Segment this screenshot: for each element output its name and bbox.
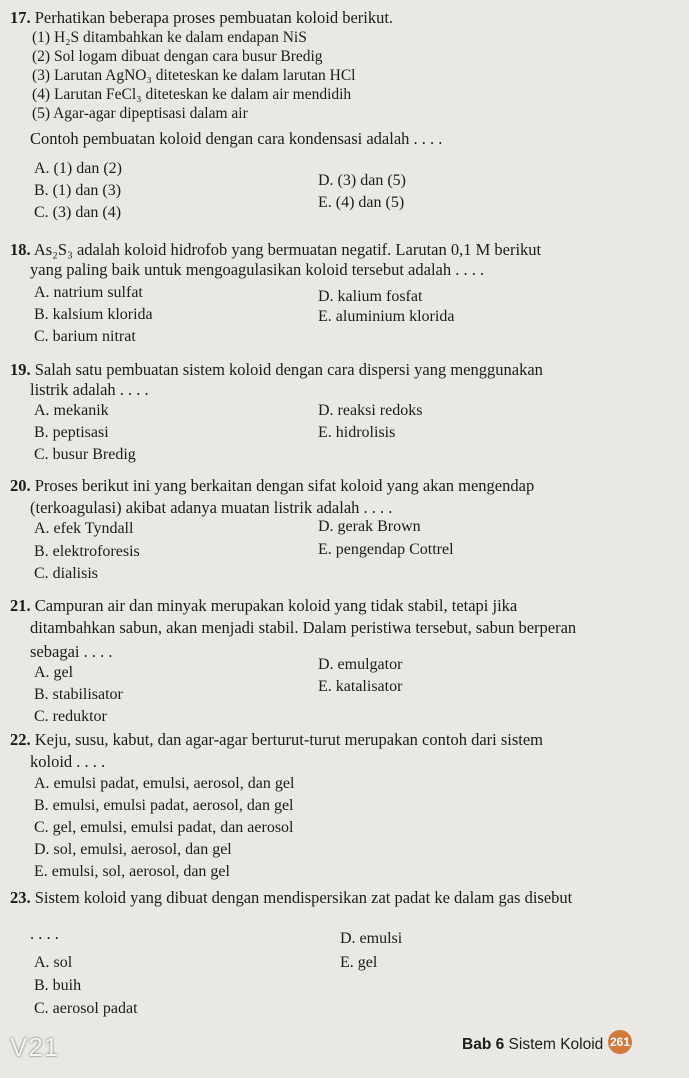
option-d: D. (3) dan (5) <box>318 172 406 189</box>
option-a: A. efek Tyndall <box>34 520 134 537</box>
question-stem-continued: sebagai . . . . <box>30 642 113 661</box>
question-stem: Perhatikan beberapa proses pembuatan koloid berikut. <box>34 8 394 27</box>
list-item: (3) Larutan AgNO₃ diteteskan ke dalam larutan HCl <box>32 67 356 84</box>
question-stem: Keju, susu, kabut, dan agar-agar berturut-turut merupakan contoh dari sistem <box>34 730 544 749</box>
question-number: 22. <box>10 730 31 749</box>
option-e: E. emulsi, sol, aerosol, dan gel <box>34 863 230 880</box>
chapter-title: Sistem Koloid <box>508 1036 604 1053</box>
option-a: A. sol <box>34 954 73 971</box>
question-stem: Proses berikut ini yang berkaitan dengan sifat koloid yang akan mengendap <box>34 476 535 495</box>
option-d: D. emulgator <box>318 656 403 673</box>
option-b: B. (1) dan (3) <box>34 182 122 199</box>
question-number: 23. <box>10 888 31 907</box>
question-number: 21. <box>10 596 31 615</box>
option-b: B. stabilisator <box>34 686 123 703</box>
option-c: C. reduktor <box>34 708 107 725</box>
option-c: C. dialisis <box>34 565 99 582</box>
option-d: D. sol, emulsi, aerosol, dan gel <box>34 841 232 858</box>
question-20 <box>10 476 675 518</box>
page-number-badge: 261 <box>608 1030 632 1054</box>
question-number: 19. <box>10 360 31 379</box>
question-stem: Salah satu pembuatan sistem koloid dengan cara dispersi yang menggunakan <box>34 360 543 379</box>
option-c: C. busur Bredig <box>34 446 136 463</box>
option-b: B. emulsi, emulsi padat, aerosol, dan gel <box>34 797 294 814</box>
option-e: E. pengendap Cottrel <box>318 541 454 558</box>
question-stem-continued: ditambahkan sabun, akan menjadi stabil. Dalam peristiwa tersebut, sabun berperan <box>30 618 577 637</box>
option-a: A. (1) dan (2) <box>34 160 122 177</box>
question-stem-continued: listrik adalah . . . . <box>30 380 149 399</box>
option-a: A. mekanik <box>34 402 109 419</box>
option-a: A. emulsi padat, emulsi, aerosol, dan gel <box>34 775 295 792</box>
question-stem-continued: . . . . <box>30 924 59 943</box>
option-a: A. natrium sulfat <box>34 284 143 301</box>
option-d: D. kalium fosfat <box>318 288 423 305</box>
question-stem-continued: yang paling baik untuk mengoagulasikan koloid tersebut adalah . . . . <box>30 260 485 279</box>
option-e: E. gel <box>340 954 378 971</box>
watermark-logo: V21 <box>10 1032 60 1062</box>
question-stem-continued: (terkoagulasi) akibat adanya muatan listrik adalah . . . . <box>30 498 393 517</box>
question-prompt: Contoh pembuatan koloid dengan cara kondensasi adalah . . . . <box>30 129 443 148</box>
question-number: 18. <box>10 240 31 259</box>
question-stem-continued: koloid . . . . <box>30 752 106 771</box>
question-19 <box>10 360 675 400</box>
question-17 <box>10 8 675 149</box>
option-e: E. hidrolisis <box>318 424 396 441</box>
option-c: C. gel, emulsi, emulsi padat, dan aerosol <box>34 819 294 836</box>
page-footer <box>462 1036 603 1054</box>
option-b: B. buih <box>34 977 82 994</box>
list-item: (4) Larutan FeCl₃ diteteskan ke dalam air mendidih <box>32 86 352 103</box>
question-stem: Sistem koloid yang dibuat dengan mendispersikan zat padat ke dalam gas disebut <box>34 888 573 907</box>
option-c: C. (3) dan (4) <box>34 204 122 221</box>
chapter-label: Bab 6 <box>462 1036 505 1053</box>
question-stem: Campuran air dan minyak merupakan koloid yang tidak stabil, tetapi jika <box>34 596 518 615</box>
list-item: (5) Agar-agar dipeptisasi dalam air <box>32 105 248 122</box>
option-b: B. peptisasi <box>34 424 109 441</box>
question-21 <box>10 596 675 662</box>
option-d: D. emulsi <box>340 930 403 947</box>
option-c: C. aerosol padat <box>34 1000 138 1017</box>
list-item: (1) H₂S ditambahkan ke dalam endapan NiS <box>32 29 307 46</box>
option-e: E. aluminium klorida <box>318 308 455 325</box>
option-b: B. kalsium klorida <box>34 306 153 323</box>
question-number: 17. <box>10 8 31 27</box>
list-item: (2) Sol logam dibuat dengan cara busur Bredig <box>32 48 323 65</box>
option-d: D. gerak Brown <box>318 518 421 535</box>
option-a: A. gel <box>34 664 74 681</box>
option-c: C. barium nitrat <box>34 328 136 345</box>
question-22 <box>10 730 675 772</box>
question-number: 20. <box>10 476 31 495</box>
option-e: E. katalisator <box>318 678 403 695</box>
question-stem: As₂S₃ adalah koloid hidrofob yang bermuatan negatif. Larutan 0,1 M berikut <box>33 240 542 259</box>
question-18 <box>10 240 675 280</box>
option-d: D. reaksi redoks <box>318 402 423 419</box>
option-e: E. (4) dan (5) <box>318 194 405 211</box>
option-b: B. elektroforesis <box>34 543 140 560</box>
